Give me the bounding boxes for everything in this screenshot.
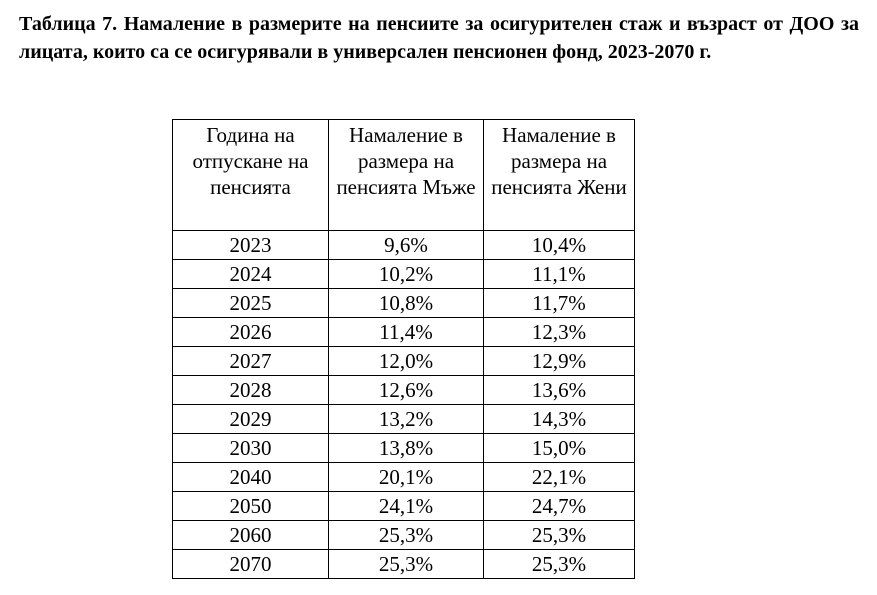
cell-men: 20,1% — [329, 463, 484, 492]
pension-reduction-table-container — [172, 119, 635, 579]
cell-year: 2040 — [173, 463, 329, 492]
cell-men: 10,8% — [329, 289, 484, 318]
cell-men: 11,4% — [329, 318, 484, 347]
table-row — [173, 521, 635, 550]
cell-men: 24,1% — [329, 492, 484, 521]
table-header-row — [173, 120, 635, 231]
cell-year: 2070 — [173, 550, 329, 579]
table-row — [173, 318, 635, 347]
cell-men: 10,2% — [329, 260, 484, 289]
pension-reduction-table — [172, 119, 635, 579]
table-row — [173, 405, 635, 434]
table-row — [173, 492, 635, 521]
table-row — [173, 347, 635, 376]
cell-year: 2050 — [173, 492, 329, 521]
cell-year: 2027 — [173, 347, 329, 376]
cell-men: 9,6% — [329, 231, 484, 260]
cell-year: 2060 — [173, 521, 329, 550]
cell-year: 2030 — [173, 434, 329, 463]
cell-year: 2024 — [173, 260, 329, 289]
table-row — [173, 550, 635, 579]
table-row — [173, 463, 635, 492]
table-row — [173, 260, 635, 289]
cell-year: 2026 — [173, 318, 329, 347]
cell-women: 14,3% — [484, 405, 635, 434]
cell-women: 11,1% — [484, 260, 635, 289]
cell-women: 25,3% — [484, 521, 635, 550]
cell-year: 2025 — [173, 289, 329, 318]
cell-women: 24,7% — [484, 492, 635, 521]
table-row — [173, 289, 635, 318]
table-row — [173, 376, 635, 405]
header-women-reduction: Намаление в размера на пенсията Жени — [484, 120, 635, 231]
cell-women: 12,9% — [484, 347, 635, 376]
cell-year: 2023 — [173, 231, 329, 260]
cell-women: 13,6% — [484, 376, 635, 405]
table-body — [173, 231, 635, 579]
cell-women: 25,3% — [484, 550, 635, 579]
cell-women: 22,1% — [484, 463, 635, 492]
cell-year: 2029 — [173, 405, 329, 434]
cell-women: 15,0% — [484, 434, 635, 463]
table-caption: Таблица 7. Намаление в размерите на пенсиите за осигурителен стаж и възраст от ДОО за лицата, които са се осигурявали в универсален пенсионен фонд, 2023-2070 г. — [19, 13, 859, 63]
cell-women: 11,7% — [484, 289, 635, 318]
cell-year: 2028 — [173, 376, 329, 405]
header-year: Година на отпускане на пенсията — [173, 120, 329, 231]
header-men-reduction: Намаление в размера на пенсията Мъже — [329, 120, 484, 231]
table-row — [173, 434, 635, 463]
cell-women: 10,4% — [484, 231, 635, 260]
cell-men: 25,3% — [329, 521, 484, 550]
cell-men: 12,6% — [329, 376, 484, 405]
cell-women: 12,3% — [484, 318, 635, 347]
cell-men: 12,0% — [329, 347, 484, 376]
cell-men: 25,3% — [329, 550, 484, 579]
cell-men: 13,8% — [329, 434, 484, 463]
cell-men: 13,2% — [329, 405, 484, 434]
table-row — [173, 231, 635, 260]
